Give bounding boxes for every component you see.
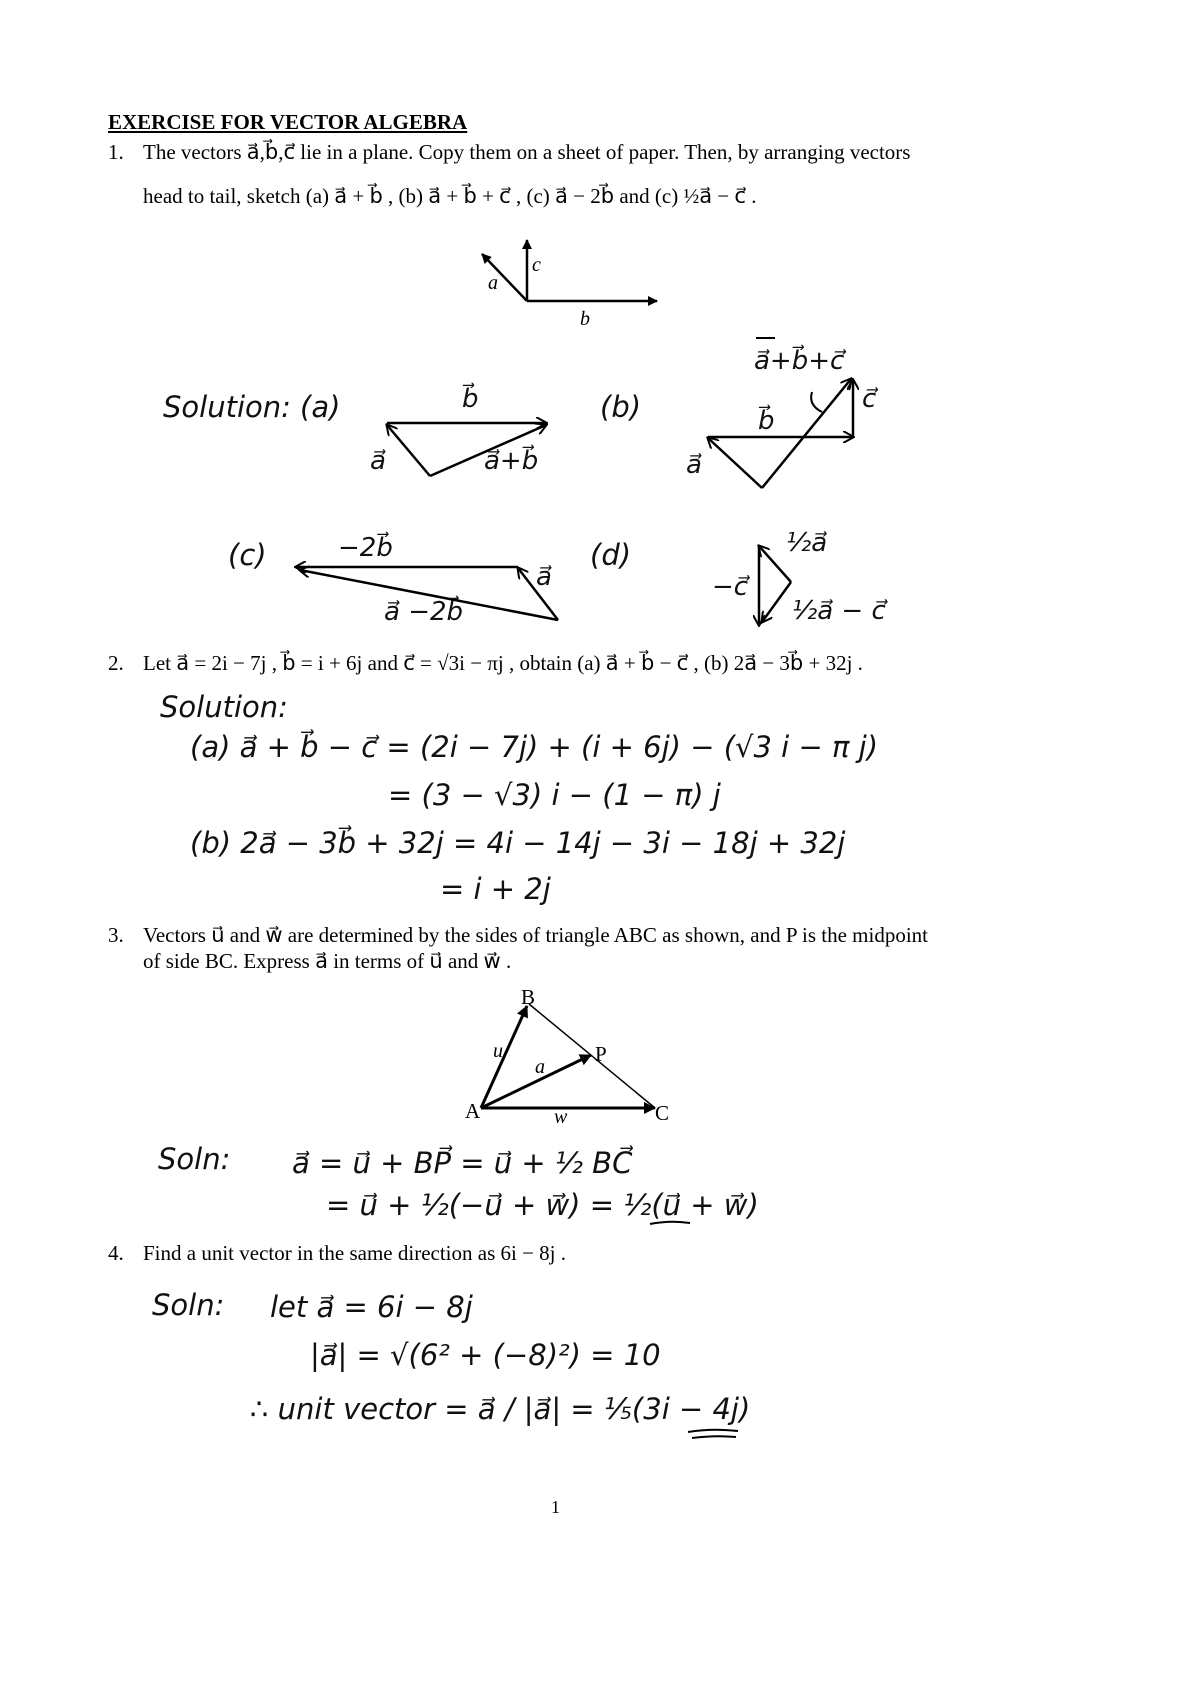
q3-number: 3. bbox=[108, 923, 124, 947]
q4-solution-line1: let a⃗ = 6i − 8j bbox=[270, 1290, 473, 1324]
q3-solution-heading: Soln: bbox=[158, 1142, 231, 1176]
q1-line1: The vectors a⃗,b⃗,c⃗ lie in a plane. Copy them on a sheet of paper. Then, by arranging vectors bbox=[143, 140, 911, 164]
sketch-a-label-a: a⃗ bbox=[370, 446, 386, 476]
q3-label-a: a⃗ bbox=[535, 1056, 561, 1078]
q4-text: Find a unit vector in the same direction as 6i − 8j . bbox=[143, 1241, 567, 1265]
q1-line2: head to tail, sketch (a) a⃗ + b⃗ , (b) a⃗ + b⃗ + c⃗ , (c) a⃗ − 2b⃗ and (c) ½a⃗ − c⃗ . bbox=[143, 184, 757, 208]
sketch-d-label-neg-c: −c⃗ bbox=[712, 572, 749, 602]
q1-solution-part-d: (d) bbox=[590, 538, 632, 572]
sketch-b-label-sum: a⃗+b⃗+c⃗ bbox=[754, 346, 845, 376]
sketch-b-label-a: a⃗ bbox=[686, 450, 702, 480]
sketch-a-label-sum: a⃗+b⃗ bbox=[484, 446, 539, 476]
q3-line2: of side BC. Express a⃗ in terms of u⃗ and w⃗ . bbox=[143, 949, 512, 973]
q1-solution-part-b: (b) bbox=[600, 390, 642, 424]
q3-label-w: w⃗ bbox=[554, 1106, 583, 1128]
page-title: EXERCISE FOR VECTOR ALGEBRA bbox=[108, 110, 468, 134]
sketch-c-label-neg2b: −2b⃗ bbox=[338, 533, 393, 563]
sketch-b-label-b: b⃗ bbox=[758, 406, 775, 436]
sketch-d-label-result: ½a⃗ − c⃗ bbox=[792, 596, 886, 626]
q3-line1: Vectors u⃗ and w⃗ are determined by the sides of triangle ABC as shown, and P is the midpoint bbox=[143, 923, 928, 947]
sketch-a-label-b: b⃗ bbox=[462, 384, 479, 414]
q2-solution-b-line1: (b) 2a⃗ − 3b⃗ + 32j = 4i − 14j − 3i − 18j + 32j bbox=[190, 826, 846, 860]
sketch-c-label-result: a⃗ −2b⃗ bbox=[384, 597, 464, 627]
q2-text: Let a⃗ = 2i − 7j , b⃗ = i + 6j and c⃗ = √3i − πj , obtain (a) a⃗ + b⃗ − c⃗ , (b) 2a⃗ − 3b⃗ + 32j . bbox=[143, 651, 863, 675]
q1-solution-part-a: (a) bbox=[300, 390, 341, 424]
page-number: 1 bbox=[551, 1497, 560, 1517]
q1-solution-part-c: (c) bbox=[228, 538, 267, 572]
q4-solution-line3: ∴ unit vector = a⃗ / |a⃗| = ⅕(3i − 4j) bbox=[250, 1392, 751, 1426]
q3-label-u: u⃗ bbox=[493, 1040, 519, 1062]
q3-label-B: B bbox=[521, 985, 536, 1009]
q3-label-P: P bbox=[595, 1042, 607, 1066]
sketch-c-label-a: a⃗ bbox=[536, 562, 552, 592]
q3-label-C: C bbox=[655, 1101, 670, 1125]
q1-number: 1. bbox=[108, 140, 124, 164]
q1-label-b: b⃗ bbox=[580, 308, 606, 330]
q4-solution-heading: Soln: bbox=[152, 1288, 225, 1322]
sketch-d-label-half-a: ½a⃗ bbox=[786, 528, 828, 558]
q3-solution-line1: a⃗ = u⃗ + BP⃗ = u⃗ + ½ BC⃗ bbox=[292, 1146, 633, 1180]
sketch-b-label-c: c⃗ bbox=[862, 384, 877, 414]
q3-label-A: A bbox=[465, 1099, 481, 1123]
q2-solution-b-line2: = i + 2j bbox=[440, 872, 551, 906]
q2-solution-a-line1: (a) a⃗ + b⃗ − c⃗ = (2i − 7j) + (i + 6j) − (√3 i − π j) bbox=[190, 730, 879, 764]
q1-label-c: c⃗ bbox=[532, 254, 557, 276]
q1-solution-heading: Solution: bbox=[163, 390, 291, 424]
q2-solution-a-line2: = (3 − √3) i − (1 − π) j bbox=[388, 778, 721, 812]
q4-solution-line2: |a⃗| = √(6² + (−8)²) = 10 bbox=[310, 1338, 661, 1372]
q2-number: 2. bbox=[108, 651, 124, 675]
q4-number: 4. bbox=[108, 1241, 124, 1265]
q1-label-a: a⃗ bbox=[488, 272, 514, 294]
q3-solution-line2: = u⃗ + ½(−u⃗ + w⃗) = ½(u⃗ + w⃗) bbox=[326, 1188, 759, 1222]
q2-solution-heading: Solution: bbox=[160, 690, 288, 724]
